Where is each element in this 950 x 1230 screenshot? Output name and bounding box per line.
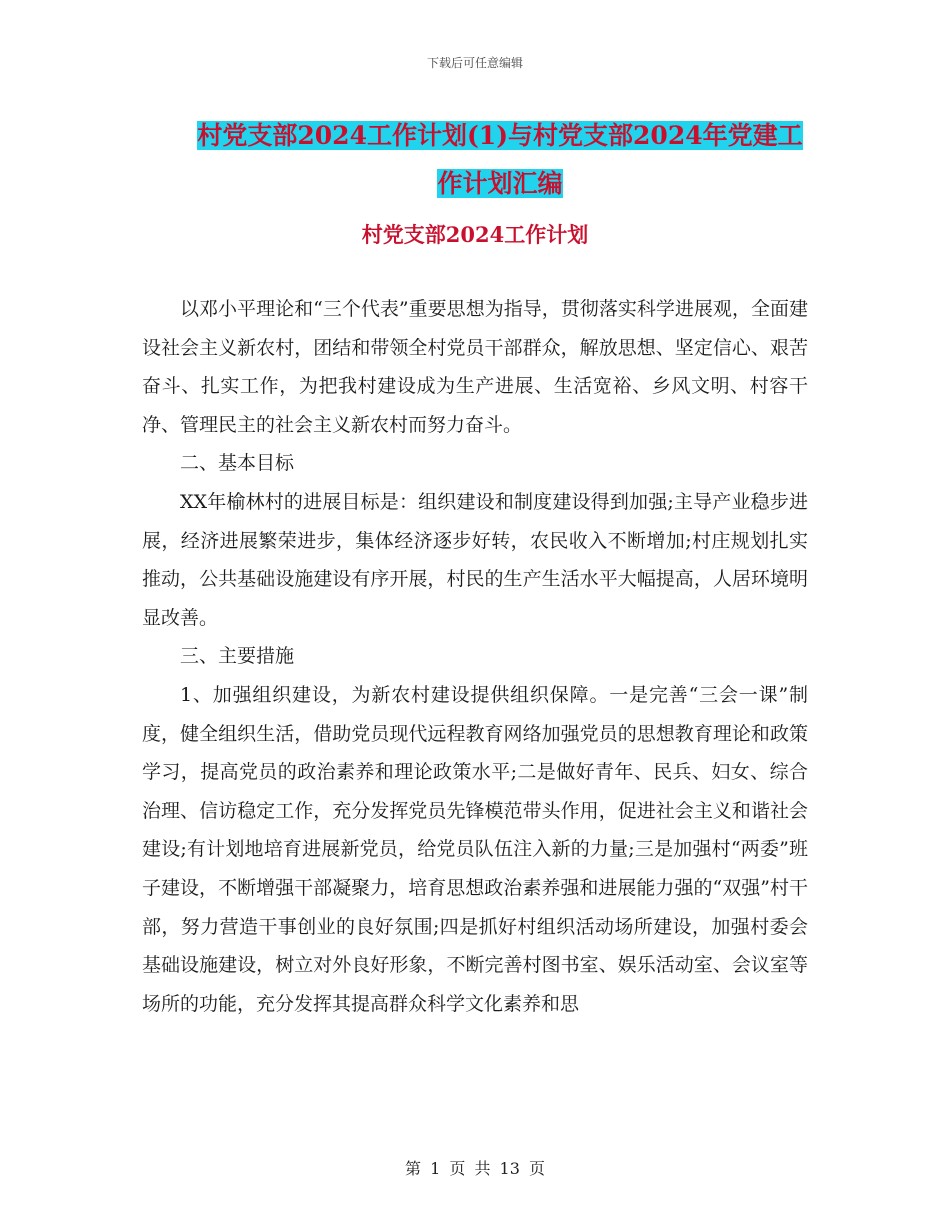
body-paragraph: 1、加强组织建设，为新农村建设提供组织保障。一是完善“三会一课”制度，健全组织生活，借助党员现代远程教育网络加强党员的思想教育理论和政策学习，提高党员的政治素养和理论政策水平;二是做好青年、民兵、妇女、综合治理、信访稳定工作，充分发挥党员先锋模范带头作用，促进社会主义和谐社会建设;有计划地培育进展新党员，给党员队伍注入新的力量;三是加强村“两委”班子建设，不断增强干部凝聚力，培育思想政治素养强和进展能力强的“双强”村干部，努力营造干事创业的良好氛围;四是抓好村组织活动场所建设，加强村委会基础设施建设，树立对外良好形象，不断完善村图书室、娱乐活动室、会议室等场所的功能，充分发挥其提高群众科学文化素养和思 — [142, 683, 808, 1015]
section-heading-basic-goals: 二、基本目标 — [180, 452, 295, 475]
document-body — [142, 290, 808, 1023]
document-title-line-1: 村党支部2024工作计划(1)与村党支部2024年党建工 — [197, 121, 803, 150]
page-footer: 第 1 页 共 13 页 — [405, 1159, 545, 1178]
section-title: 村党支部2024工作计划 — [361, 222, 589, 247]
document-title-line-2: 作计划汇编 — [437, 169, 563, 198]
section-heading-main-measures: 三、主要措施 — [180, 645, 295, 668]
document-title — [150, 112, 850, 208]
body-paragraph: 以邓小平理论和“三个代表”重要思想为指导，贯彻落实科学进展观，全面建设社会主义新农村，团结和带领全村党员干部群众，解放思想、坚定信心、艰苦奋斗、扎实工作，为把我村建设成为生产进展、生活宽裕、乡风文明、村容干净、管理民主的社会主义新农村而努力奋斗。 — [142, 298, 808, 436]
header-note: 下载后可任意编辑 — [426, 56, 523, 70]
body-paragraph: XX年榆林村的进展目标是：组织建设和制度建设得到加强;主导产业稳步进展，经济进展繁荣进步，集体经济逐步好转，农民收入不断增加;村庄规划扎实推动，公共基础设施建设有序开展，村民的生产生活水平大幅提高，人居环境明显改善。 — [142, 490, 808, 629]
